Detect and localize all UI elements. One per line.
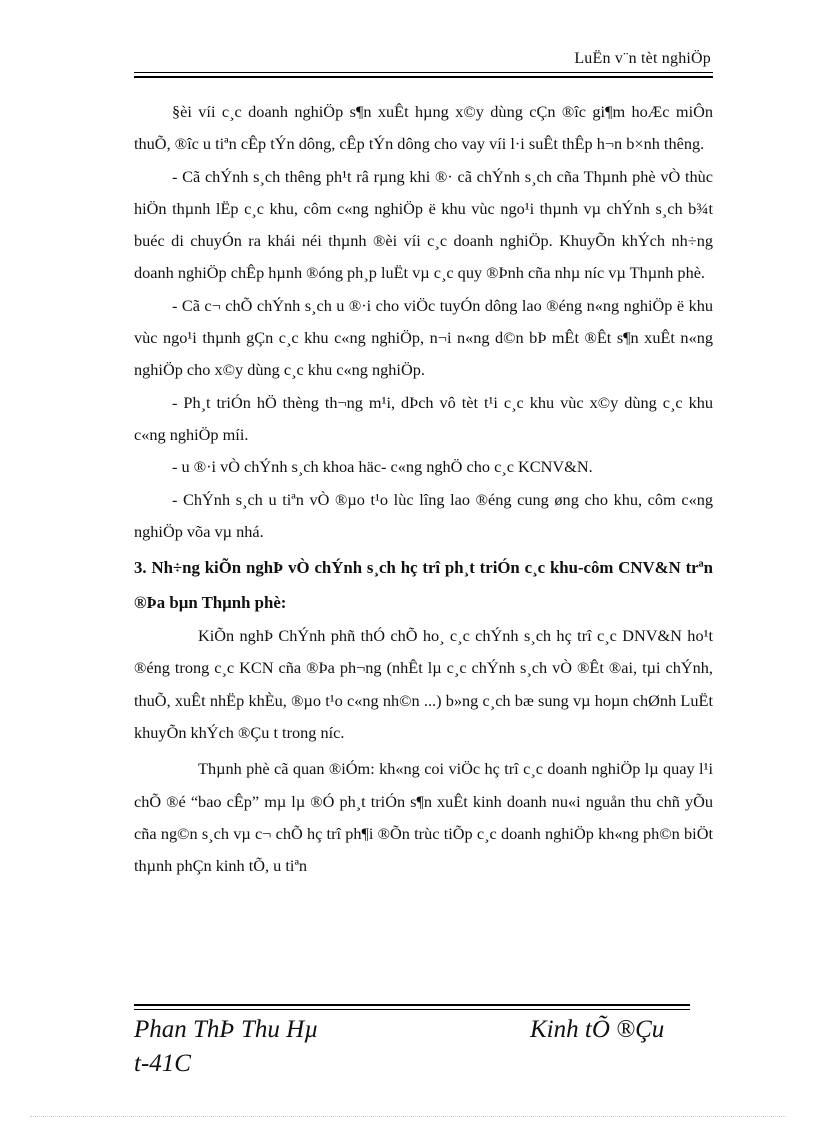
- body-paragraph: - Cã chÝnh s¸ch thêng ph¹t râ rµng khi ®· cã chÝnh s¸ch cña Thµnh phè vÒ thùc hiÖn thµnh lËp c¸c khu, côm c«ng nghiÖp ë khu vùc ngo¹i thµnh vµ chÝnh s¸ch b¾t buéc di chuyÓn ra khái néi thµnh ®èi víi c¸c doanh nghiÖp. KhuyÕn khÝch nh÷ng doanh nghiÖp chÊp hµnh ®óng ph¸p luËt vµ c¸c quy ®Þnh cña nhµ níc vµ Thµnh phè.: [134, 166, 713, 283]
- footer-rule-thin: [134, 1009, 690, 1010]
- body-paragraph: KiÕn nghÞ ChÝnh phñ thÓ chÕ ho¸ c¸c chÝnh s¸ch hç trî c¸c DNV&N ho¹t ®éng trong c¸c KCN cña ®Þa ph¬ng (nhÊt lµ c¸c chÝnh s¸ch vÒ ®Êt ®ai, tµi chÝnh, thuÕ, xuÊt nhËp khÈu, ®µo t¹o c«ng nh©n ...) b»ng c¸ch bæ sung vµ hoµn chØnh LuËt khuyÕn khÝch ®Çu t trong níc.: [134, 626, 713, 743]
- section-heading: 3. Nh÷ng kiÕn nghÞ vÒ chÝnh s¸ch hç trî ph¸t triÓn c¸c khu-côm CNV&N trªn ®Þa bµn Thµnh phè:: [134, 558, 713, 613]
- footer-author: [134, 1013, 319, 1081]
- body-paragraph: - Ph¸t triÓn hÖ thèng th¬ng m¹i, dÞch vô tèt t¹i c¸c khu vùc x©y dùng c¸c khu c«ng nghiÖp míi.: [134, 392, 713, 444]
- body-paragraph: - ChÝnh s¸ch u tiªn vÒ ®µo t¹o lùc lîng lao ®éng cung øng cho khu, côm c«ng nghiÖp võa vµ nhá.: [134, 489, 713, 541]
- footer-author-class: t-41C: [134, 1050, 191, 1077]
- footer-author-name: Phan ThÞ Thu Hµ: [134, 1016, 319, 1043]
- footer-department: Kinh tÕ ®Çu: [530, 1016, 665, 1043]
- body-paragraph: - Cã c¬ chÕ chÝnh s¸ch u ®·i cho viÖc tuyÓn dông lao ®éng n«ng nghiÖp ë khu vùc ngo¹i thµnh gÇn c¸c khu c«ng nghiÖp, n¬i n«ng d©n bÞ mÊt ®Êt s¶n xuÊt n«ng nghiÖp cho x©y dùng c¸c khu c«ng nghiÖp.: [134, 295, 713, 380]
- document-body: [134, 96, 713, 883]
- body-paragraph: - u ®·i vÒ chÝnh s¸ch khoa häc- c«ng nghÖ cho c¸c KCNV&N.: [172, 457, 593, 477]
- page-edge-divider: [30, 1116, 786, 1117]
- body-paragraph: Thµnh phè cã quan ®iÓm: kh«ng coi viÖc hç trî c¸c doanh nghiÖp lµ quay l¹i chÕ ®é “bao cÊp” mµ lµ ®Ó ph¸t triÓn s¶n xuÊt kinh doanh nu«i nguån thu chñ yÕu cña ng©n s¸ch vµ c¬ chÕ hç trî ph¶i ®Õn trùc tiÕp c¸c doanh nghiÖp kh«ng ph©n biÖt thµnh phÇn kinh tÕ, u tiªn: [134, 759, 713, 876]
- footer-rule-thick: [134, 1004, 690, 1006]
- header-rule-thin: [134, 72, 713, 73]
- header-rule-thick: [134, 76, 713, 78]
- running-title: LuËn v¨n tèt nghiÖp: [574, 50, 711, 67]
- body-paragraph: §èi víi c¸c doanh nghiÖp s¶n xuÊt hµng x©y dùng cÇn ®îc gi¶m hoÆc miÔn thuÕ, ®îc u tiªn cÊp tÝn dông, cÊp tÝn dông cho vay víi l·i suÊt thÊp h¬n b×nh thêng.: [134, 102, 713, 154]
